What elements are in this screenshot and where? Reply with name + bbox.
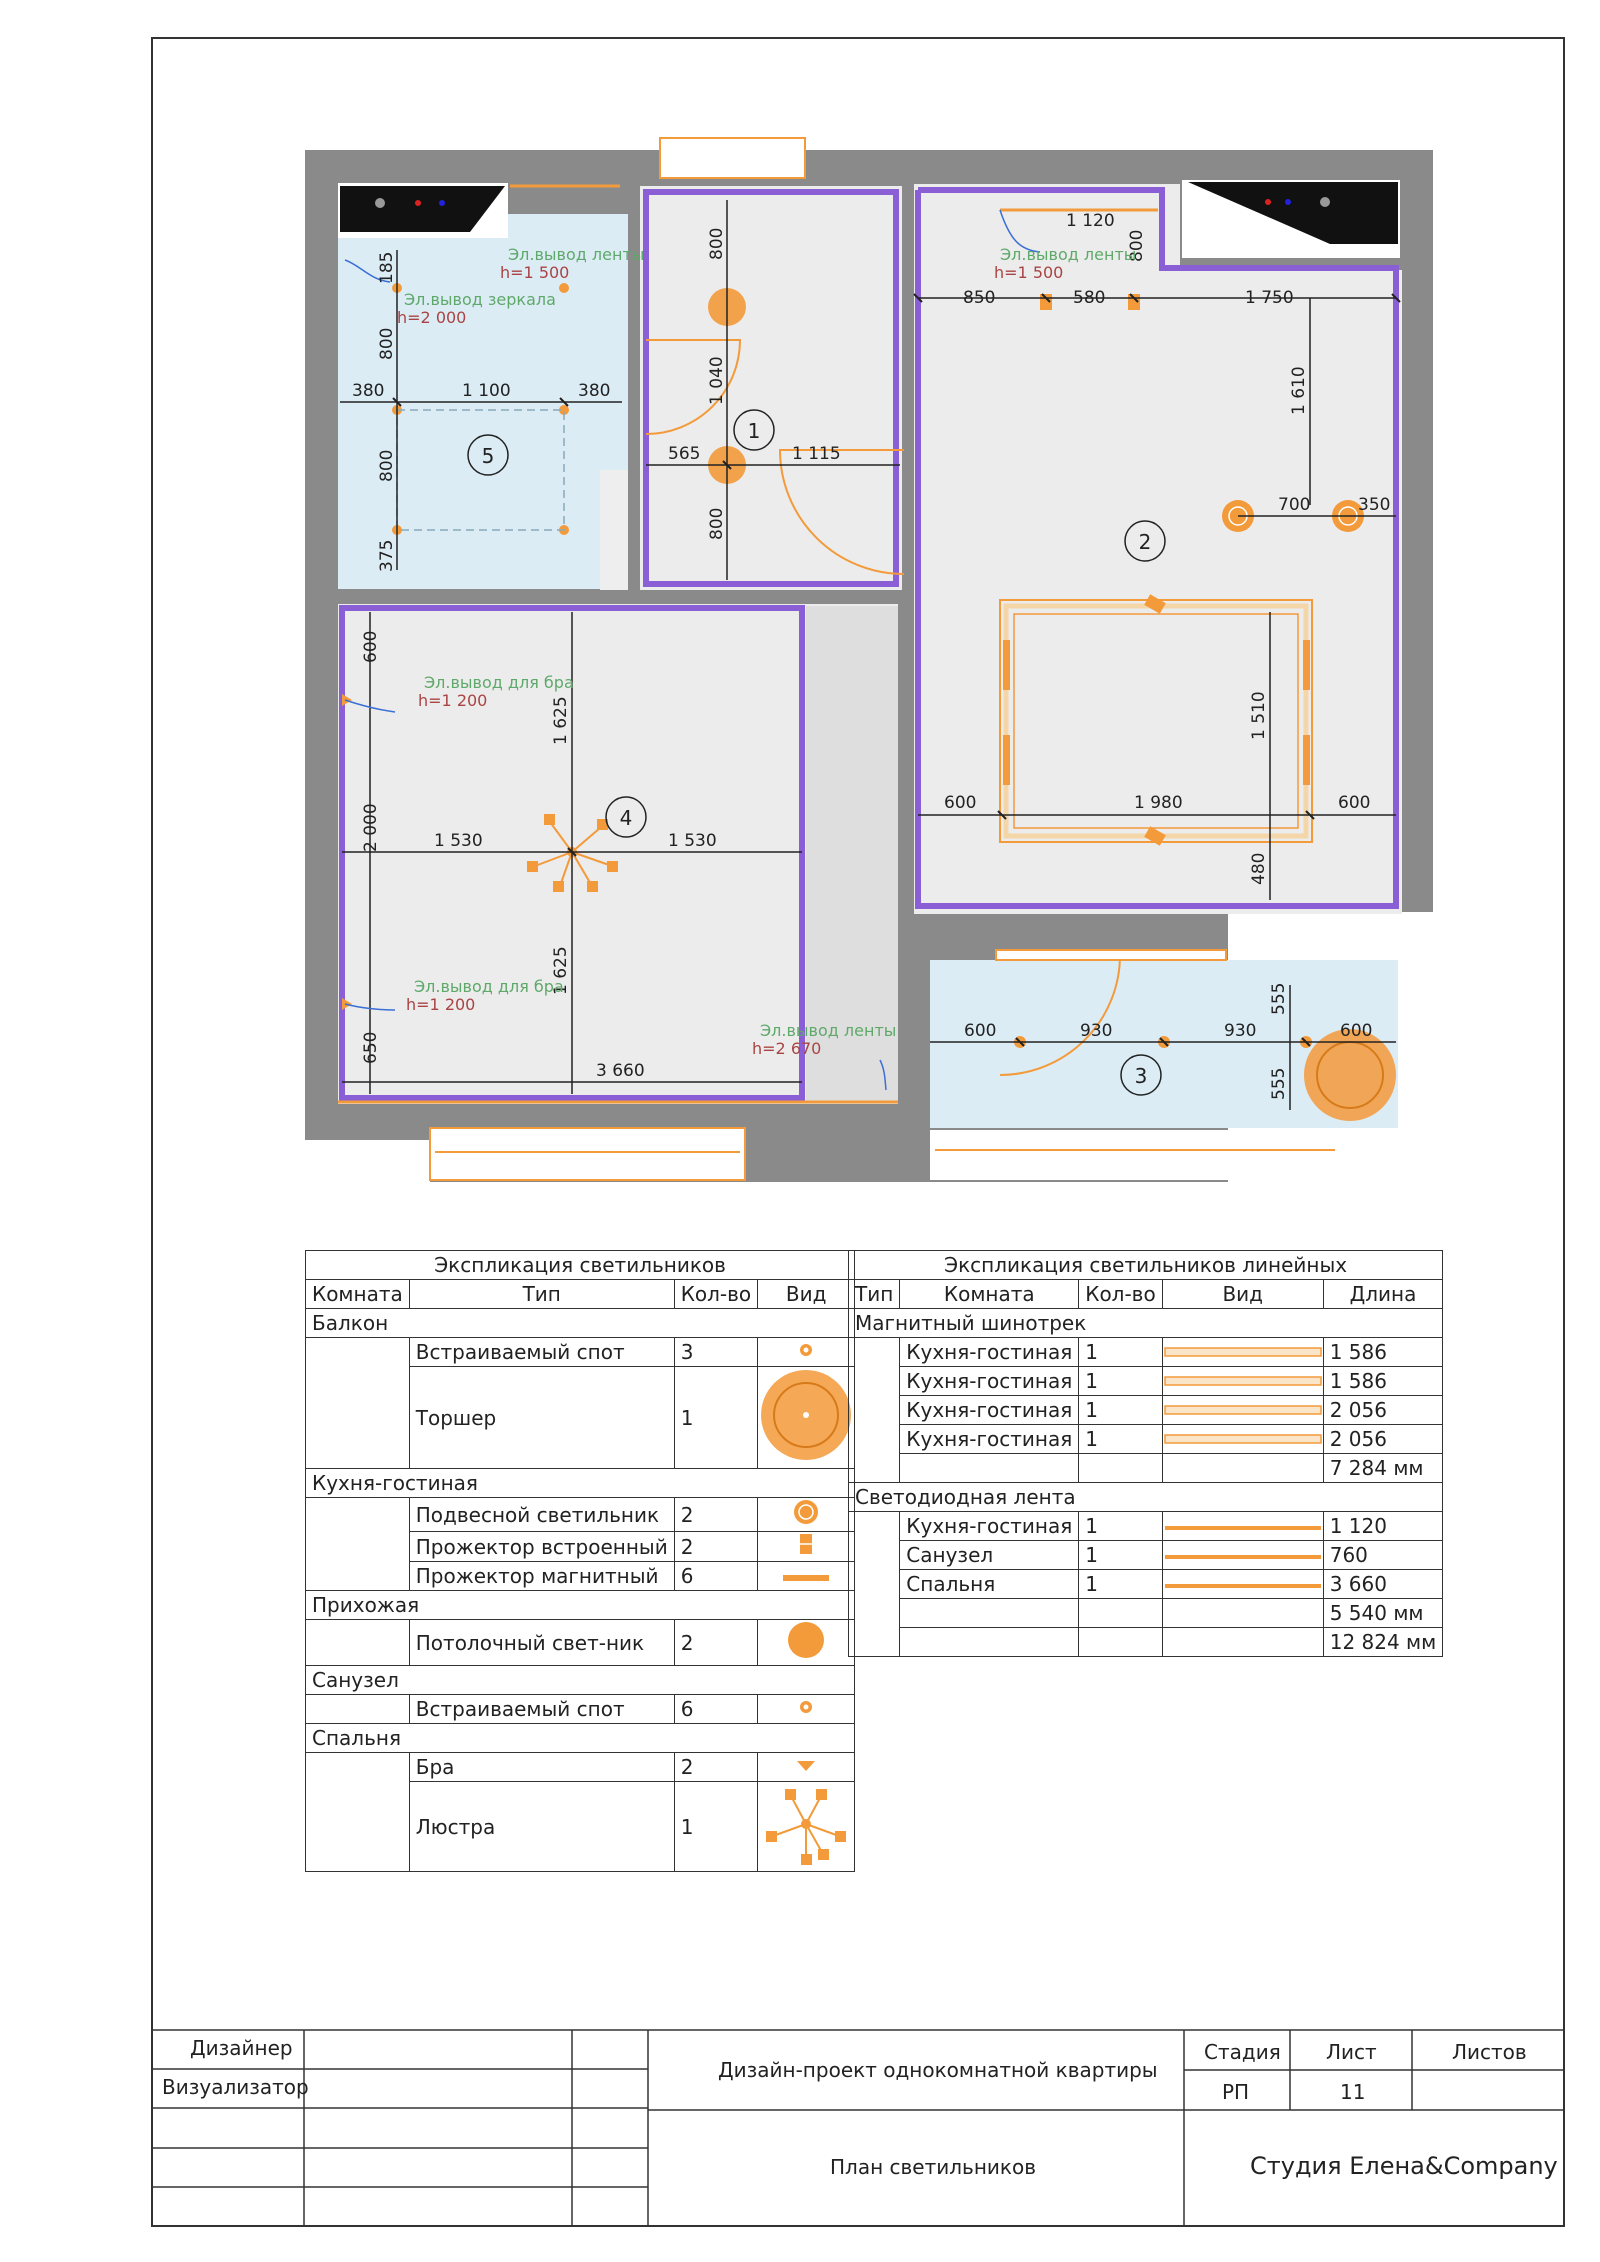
col-type: Тип xyxy=(409,1280,674,1309)
col-view: Вид xyxy=(758,1280,855,1309)
lin-room: Кухня-гостиная xyxy=(900,1367,1079,1396)
dim-label: 1 625 xyxy=(551,946,571,995)
lamp-type: Прожектор магнитный xyxy=(409,1562,674,1591)
dim-label: 650 xyxy=(361,1031,381,1064)
floor-lamp-icon xyxy=(758,1367,854,1463)
stamp-sheet-title: План светильников xyxy=(830,2155,1036,2179)
col-view: Вид xyxy=(1162,1280,1323,1309)
track-icon xyxy=(1163,1374,1323,1388)
stamp-stage: РП xyxy=(1222,2080,1250,2104)
group-type: Магнитный шинотрек xyxy=(849,1309,1443,1338)
dim-label: 1 750 xyxy=(1245,288,1294,308)
lamp-type: Встраиваемый спот xyxy=(409,1695,674,1724)
dim-label: 380 xyxy=(352,381,385,401)
door-frame-balcony xyxy=(996,950,1226,960)
room-5-wet-zone xyxy=(600,470,628,590)
sconce-icon xyxy=(794,1758,818,1774)
chandelier-icon xyxy=(761,1782,851,1866)
lamp-type: Торшер xyxy=(409,1367,674,1469)
lin-qty: 1 xyxy=(1079,1367,1162,1396)
dim-label: 1 100 xyxy=(462,381,511,401)
stamp-designer: Дизайнер xyxy=(190,2036,293,2060)
window-top xyxy=(660,138,805,178)
group-room: Балкон xyxy=(306,1309,855,1338)
spot-icon xyxy=(796,1697,816,1717)
col-qty: Кол-во xyxy=(1079,1280,1162,1309)
lin-qty: 1 xyxy=(1079,1338,1162,1367)
lamp-type: Подвесной светильник xyxy=(409,1498,674,1532)
lin-length: 2 056 xyxy=(1323,1425,1443,1454)
dim-label: 800 xyxy=(377,449,397,482)
dim-label: 930 xyxy=(1080,1021,1113,1041)
dim-label: 600 xyxy=(964,1021,997,1041)
col-qty: Кол-во xyxy=(674,1280,757,1309)
lin-qty: 1 xyxy=(1079,1541,1162,1570)
lin-length: 1 586 xyxy=(1323,1367,1443,1396)
lamp-qty: 1 xyxy=(674,1367,757,1469)
dim-label: 600 xyxy=(944,793,977,813)
dim-label: 555 xyxy=(1269,1067,1289,1100)
spot-icon xyxy=(796,1340,816,1360)
note-text: Эл.вывод ленты xyxy=(760,1021,897,1040)
lin-length: 2 056 xyxy=(1323,1396,1443,1425)
builtin-projector-icon xyxy=(796,1532,816,1556)
dim-label: 1 040 xyxy=(707,356,727,405)
magnetic-projector xyxy=(1003,640,1010,690)
lamp-type: Прожектор встроенный xyxy=(409,1532,674,1562)
lamp-qty: 2 xyxy=(674,1753,757,1782)
kitchen-dot-red xyxy=(1265,199,1271,205)
room-number-2: 2 xyxy=(1138,530,1152,554)
lin-room: Кухня-гостиная xyxy=(900,1338,1079,1367)
lin-room: Кухня-гостиная xyxy=(900,1396,1079,1425)
dim-label: 480 xyxy=(1249,852,1269,885)
note-text: h=2 670 xyxy=(752,1039,822,1058)
dim-label: 850 xyxy=(963,288,996,308)
magnetic-projector xyxy=(1303,735,1310,785)
lin-subtotal: 5 540 мм xyxy=(1323,1599,1443,1628)
note-text: Эл.вывод зеркала xyxy=(404,290,556,309)
room-number-3: 3 xyxy=(1134,1064,1148,1088)
note-text: h=1 200 xyxy=(418,691,488,710)
lin-qty: 1 xyxy=(1079,1425,1162,1454)
lin-qty: 1 xyxy=(1079,1570,1162,1599)
col-length: Длина xyxy=(1323,1280,1443,1309)
lin-qty: 1 xyxy=(1079,1512,1162,1541)
dim-label: 1 610 xyxy=(1289,366,1309,415)
stamp-studio: Студия Елена&Company xyxy=(1250,2152,1558,2180)
track-icon xyxy=(1163,1345,1323,1359)
magnetic-projector-icon xyxy=(781,1573,831,1583)
led-strip-icon xyxy=(1163,1523,1323,1533)
lin-length: 1 586 xyxy=(1323,1338,1443,1367)
lamp-qty: 2 xyxy=(674,1532,757,1562)
note-text: Эл.вывод для бра xyxy=(424,673,574,692)
dim-label: 565 xyxy=(668,444,701,464)
dim-label: 700 xyxy=(1278,495,1311,515)
lin-room: Кухня-гостиная xyxy=(900,1512,1079,1541)
lin-length: 760 xyxy=(1323,1541,1443,1570)
stamp-stage-label: Стадия xyxy=(1204,2040,1281,2064)
track-icon xyxy=(1163,1432,1323,1446)
col-room: Комната xyxy=(306,1280,410,1309)
dim-label: 375 xyxy=(377,539,397,572)
lin-room: Спальня xyxy=(900,1570,1079,1599)
dim-label: 380 xyxy=(578,381,611,401)
room-number-4: 4 xyxy=(619,806,633,830)
lamp-qty: 3 xyxy=(674,1338,757,1367)
led-strip-icon xyxy=(1163,1581,1323,1591)
track-icon xyxy=(1163,1403,1323,1417)
magnetic-projector xyxy=(1003,735,1010,785)
builtin-projector xyxy=(1040,294,1052,310)
dim-label: 800 xyxy=(707,507,727,540)
linear-lamps-table xyxy=(848,1250,1443,1657)
builtin-projector xyxy=(1128,294,1140,310)
dim-label: 3 660 xyxy=(596,1061,645,1081)
ceiling-light-icon xyxy=(786,1620,826,1660)
dim-label: 1 530 xyxy=(668,831,717,851)
dim-label: 555 xyxy=(1269,982,1289,1015)
lamp-type: Люстра xyxy=(409,1782,674,1872)
lin-qty: 1 xyxy=(1079,1396,1162,1425)
group-room: Спальня xyxy=(306,1724,855,1753)
lin-room: Кухня-гостиная xyxy=(900,1425,1079,1454)
dim-label: 800 xyxy=(707,227,727,260)
lamp-qty: 1 xyxy=(674,1782,757,1872)
group-room: Кухня-гостиная xyxy=(306,1469,855,1498)
balcony-window xyxy=(930,1130,1340,1180)
note-text: h=1 200 xyxy=(406,995,476,1014)
stamp-sheet-label: Лист xyxy=(1326,2040,1377,2064)
fixture-dot xyxy=(375,198,385,208)
lin-length: 3 660 xyxy=(1323,1570,1443,1599)
dim-label: 930 xyxy=(1224,1021,1257,1041)
note-text: Эл.вывод ленты xyxy=(1000,245,1137,264)
lamps-table-title: Экспликация светильников xyxy=(306,1251,855,1280)
dim-label: 350 xyxy=(1358,495,1391,515)
note-text: Эл.вывод ленты xyxy=(508,245,645,264)
dim-label: 800 xyxy=(1127,229,1147,262)
stamp-project: Дизайн-проект однокомнатной квартиры xyxy=(718,2058,1158,2082)
stamp-sheet: 11 xyxy=(1340,2080,1366,2104)
dim-label: 600 xyxy=(361,630,381,663)
stamp-sheets-label: Листов xyxy=(1452,2040,1527,2064)
note-text: h=1 500 xyxy=(994,263,1064,282)
room-number-1: 1 xyxy=(747,419,761,443)
lamp-qty: 6 xyxy=(674,1562,757,1591)
lin-length: 1 120 xyxy=(1323,1512,1443,1541)
lin-subtotal: 7 284 мм xyxy=(1323,1454,1443,1483)
lin-grand-total: 12 824 мм xyxy=(1323,1628,1443,1657)
pendant-icon xyxy=(792,1498,820,1526)
dim-label: 1 530 xyxy=(434,831,483,851)
lamp-qty: 2 xyxy=(674,1620,757,1666)
dim-label: 1 115 xyxy=(792,444,841,464)
fixture-dot-blue xyxy=(439,200,445,206)
dim-label: 1 120 xyxy=(1066,211,1115,231)
col-room: Комната xyxy=(900,1280,1079,1309)
note-text: h=2 000 xyxy=(397,308,467,327)
fixture-dot-red xyxy=(415,200,421,206)
outside-area-left xyxy=(305,1140,430,1182)
lamp-qty: 6 xyxy=(674,1695,757,1724)
note-text: h=1 500 xyxy=(500,263,570,282)
dim-label: 1 625 xyxy=(551,696,571,745)
group-room: Прихожая xyxy=(306,1591,855,1620)
dim-label: 2 000 xyxy=(361,803,381,852)
lamps-table xyxy=(305,1250,855,1872)
led-strip-icon xyxy=(1163,1552,1323,1562)
dim-label: 800 xyxy=(377,327,397,360)
room-1-floor xyxy=(640,186,902,590)
group-type: Светодиодная лента xyxy=(849,1483,1443,1512)
dim-label: 185 xyxy=(377,251,397,284)
note-text: Эл.вывод для бра xyxy=(414,977,564,996)
linear-table-title: Экспликация светильников линейных xyxy=(849,1251,1443,1280)
room-number-5: 5 xyxy=(481,444,495,468)
window-bedroom xyxy=(430,1128,745,1180)
dim-label: 600 xyxy=(1340,1021,1373,1041)
lamp-qty: 2 xyxy=(674,1498,757,1532)
group-room: Санузел xyxy=(306,1666,855,1695)
lamp-type: Встраиваемый спот xyxy=(409,1338,674,1367)
dim-label: 1 510 xyxy=(1249,691,1269,740)
kitchen-dot-blue xyxy=(1285,199,1291,205)
col-type: Тип xyxy=(849,1280,900,1309)
magnetic-projector xyxy=(1303,640,1310,690)
lamp-type: Потолочный свет-ник xyxy=(409,1620,674,1666)
lin-room: Санузел xyxy=(900,1541,1079,1570)
dim-label: 600 xyxy=(1338,793,1371,813)
stamp-visualizer: Визуализатор xyxy=(162,2075,309,2099)
kitchen-dot xyxy=(1320,197,1330,207)
lamp-type: Бра xyxy=(409,1753,674,1782)
dim-label: 580 xyxy=(1073,288,1106,308)
dim-label: 1 980 xyxy=(1134,793,1183,813)
